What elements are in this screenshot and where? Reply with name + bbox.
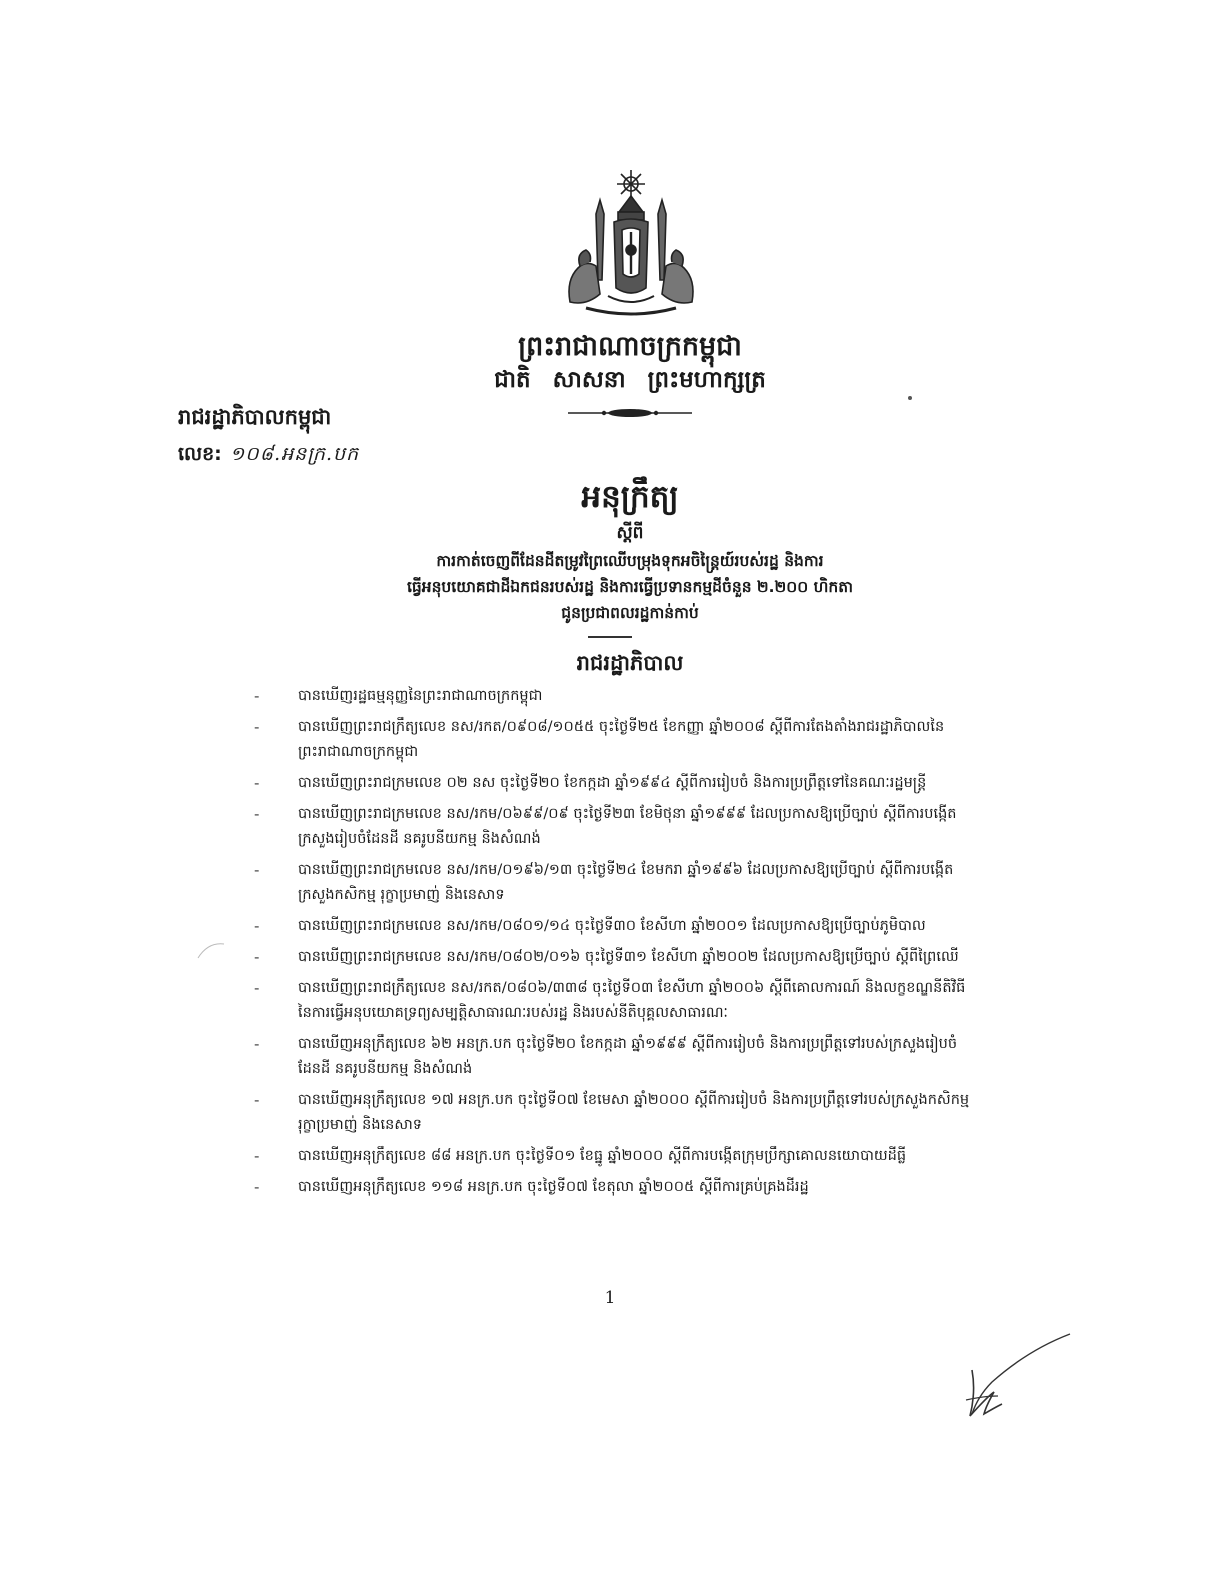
visa-text: បានឃើញព្រះរាជក្រឹត្យលេខ នស/រកត/០៩០៨/១០៥៥ ចុះថ្ងៃទី២៥ ខែកញ្ញា ឆ្នាំ២០០៨ ស្តីពីការតែងតាំងរាជរដ្ឋាភិបាលនៃព្រះរាជាណាចក្រកម្ពុជា xyxy=(298,719,945,760)
list-item xyxy=(254,684,974,709)
kingdom-name: ព្រះរាជាណាចក្រកម្ពុជា xyxy=(518,331,742,362)
visa-text: បានឃើញព្រះរាជក្រមលេខ នស/រកម/០១៩៦/១៣ ចុះថ្ងៃទី២៤ ខែមករា ឆ្នាំ១៩៩៦ ដែលប្រកាសឱ្យប្រើច្បាប់ ស្តីពីការបង្កើតក្រសួងកសិកម្ម រុក្ខាប្រមាញ់ និងនេសាទ xyxy=(298,862,954,903)
list-item xyxy=(254,1032,974,1082)
concerning-label: ស្តីពី xyxy=(616,523,644,543)
page-number: 1 xyxy=(604,1288,616,1308)
list-item xyxy=(254,802,974,852)
reference-label: លេខ: xyxy=(178,443,222,465)
visa-text: បានឃើញអនុក្រឹត្យលេខ ៨៨ អនក្រ.បក ចុះថ្ងៃទី០១ ខែធ្នូ ឆ្នាំ២០០០ ស្តីពីការបង្កើតក្រុមប្រឹក្សាគោលនយោបាយដីធ្លី xyxy=(298,1148,907,1164)
dash-bullet: - xyxy=(254,718,260,736)
list-item xyxy=(254,1175,974,1200)
reference-number: ១០៨.អនក្រ.បក xyxy=(229,443,360,465)
dash-bullet: - xyxy=(254,774,260,792)
dash-bullet: - xyxy=(254,948,260,966)
document-type-title: អនុក្រឹត្យ xyxy=(581,479,679,515)
dash-bullet: - xyxy=(254,1035,260,1053)
ornament-divider-icon xyxy=(568,400,692,426)
dash-bullet: - xyxy=(254,687,260,705)
scan-artifact-icon xyxy=(196,938,226,962)
visa-list xyxy=(254,684,974,1206)
visa-text: បានឃើញព្រះរាជក្រមលេខ នស/រកម/០៨០២/០១៦ ចុះថ្ងៃទី៣១ ខែសីហា ឆ្នាំ២០០២ ដែលប្រកាសឱ្យប្រើច្បាប់ ស្តីពីព្រៃឈើ xyxy=(298,949,959,965)
reference-line xyxy=(178,442,359,470)
issuing-government: រាជរដ្ឋាភិបាលកម្ពុជា xyxy=(178,405,332,429)
visa-text: បានឃើញអនុក្រឹត្យលេខ ៦២ អនក្រ.បក ចុះថ្ងៃទី២០ ខែកក្កដា ឆ្នាំ១៩៩៩ ស្តីពីការរៀបចំ និងការប្រព្រឹត្តទៅរបស់ក្រសួងរៀបចំដែនដី នគរូបនីយកម្ម និងសំណង់ xyxy=(298,1036,958,1077)
list-item xyxy=(254,945,974,970)
dash-bullet: - xyxy=(254,1091,260,1109)
list-item xyxy=(254,1088,974,1138)
signature-icon xyxy=(958,1330,1072,1420)
title-divider xyxy=(588,636,632,638)
section-heading: រាជរដ្ឋាភិបាល xyxy=(576,651,684,675)
subject-line: ជូនប្រជាពលរដ្ឋកាន់កាប់ xyxy=(561,604,699,622)
subject-line: ធ្វើអនុបយោគជាដីឯកជនរបស់រដ្ឋ និងការធ្វើប្រទានកម្មដីចំនួន ២.២០០ ហិកតា xyxy=(407,578,853,596)
dash-bullet: - xyxy=(254,805,260,823)
document-subject xyxy=(270,548,990,626)
visa-text: បានឃើញអនុក្រឹត្យលេខ ១១៨ អនក្រ.បក ចុះថ្ងៃទី០៧ ខែតុលា ឆ្នាំ២០០៥ ស្តីពីការគ្រប់គ្រងដីរដ្ឋ xyxy=(298,1179,809,1195)
national-motto: ជាតិ សាសនា ព្រះមហាក្សត្រ xyxy=(494,367,766,393)
visa-text: បានឃើញព្រះរាជក្រមលេខ នស/រកម/០៦៩៩/០៩ ចុះថ្ងៃទី២៣ ខែមិថុនា ឆ្នាំ១៩៩៩ ដែលប្រកាសឱ្យប្រើច្បាប់ ស្តីពីការបង្កើតក្រសួងរៀបចំដែនដី នគរូបនីយកម្ម និងសំណង់ xyxy=(298,806,957,847)
dash-bullet: - xyxy=(254,861,260,879)
royal-coat-of-arms-icon xyxy=(556,170,706,320)
visa-text: បានឃើញអនុក្រឹត្យលេខ ១៧ អនក្រ.បក ចុះថ្ងៃទី០៧ ខែមេសា ឆ្នាំ២០០០ ស្តីពីការរៀបចំ និងការប្រព្រឹត្តទៅរបស់ក្រសួងកសិកម្ម រុក្ខាប្រមាញ់ និងនេសាទ xyxy=(298,1092,970,1133)
visa-text: បានឃើញរដ្ឋធម្មនុញ្ញនៃព្រះរាជាណាចក្រកម្ពុជា xyxy=(298,688,543,704)
list-item xyxy=(254,858,974,908)
list-item xyxy=(254,771,974,796)
dash-bullet: - xyxy=(254,1178,260,1196)
scan-speck xyxy=(908,396,912,400)
list-item xyxy=(254,715,974,765)
visa-text: បានឃើញព្រះរាជក្រមលេខ នស/រកម/០៨០១/១៤ ចុះថ្ងៃទី៣០ ខែសីហា ឆ្នាំ២០០១ ដែលប្រកាសឱ្យប្រើច្បាប់ភូមិបាល xyxy=(298,918,926,934)
visa-text: បានឃើញព្រះរាជក្រមលេខ ០២ នស ចុះថ្ងៃទី២០ ខែកក្កដា ឆ្នាំ១៩៩៤ ស្តីពីការរៀបចំ និងការប្រព្រឹត្តទៅនៃគណៈរដ្ឋមន្ត្រី xyxy=(298,775,927,791)
subject-line: ការកាត់ចេញពីដែនដីតម្រូវព្រៃឈើបម្រុងទុកអចិន្ត្រៃយ៍របស់រដ្ឋ និងការ xyxy=(436,552,824,570)
list-item xyxy=(254,1144,974,1169)
list-item xyxy=(254,914,974,939)
dash-bullet: - xyxy=(254,1147,260,1165)
visa-text: បានឃើញព្រះរាជក្រឹត្យលេខ នស/រកត/០៨០៦/៣៣៨ ចុះថ្ងៃទី០៣ ខែសីហា ឆ្នាំ២០០៦ ស្តីពីគោលការណ៍ និងលក្ខខណ្ឌនីតិវិធីនៃការធ្វើអនុបយោគទ្រព្យសម្បត្តិសាធារណៈរបស់រដ្ឋ និងរបស់នីតិបុគ្គលសាធារណៈ xyxy=(298,980,966,1021)
dash-bullet: - xyxy=(254,917,260,935)
dash-bullet: - xyxy=(254,979,260,997)
list-item xyxy=(254,976,974,1026)
